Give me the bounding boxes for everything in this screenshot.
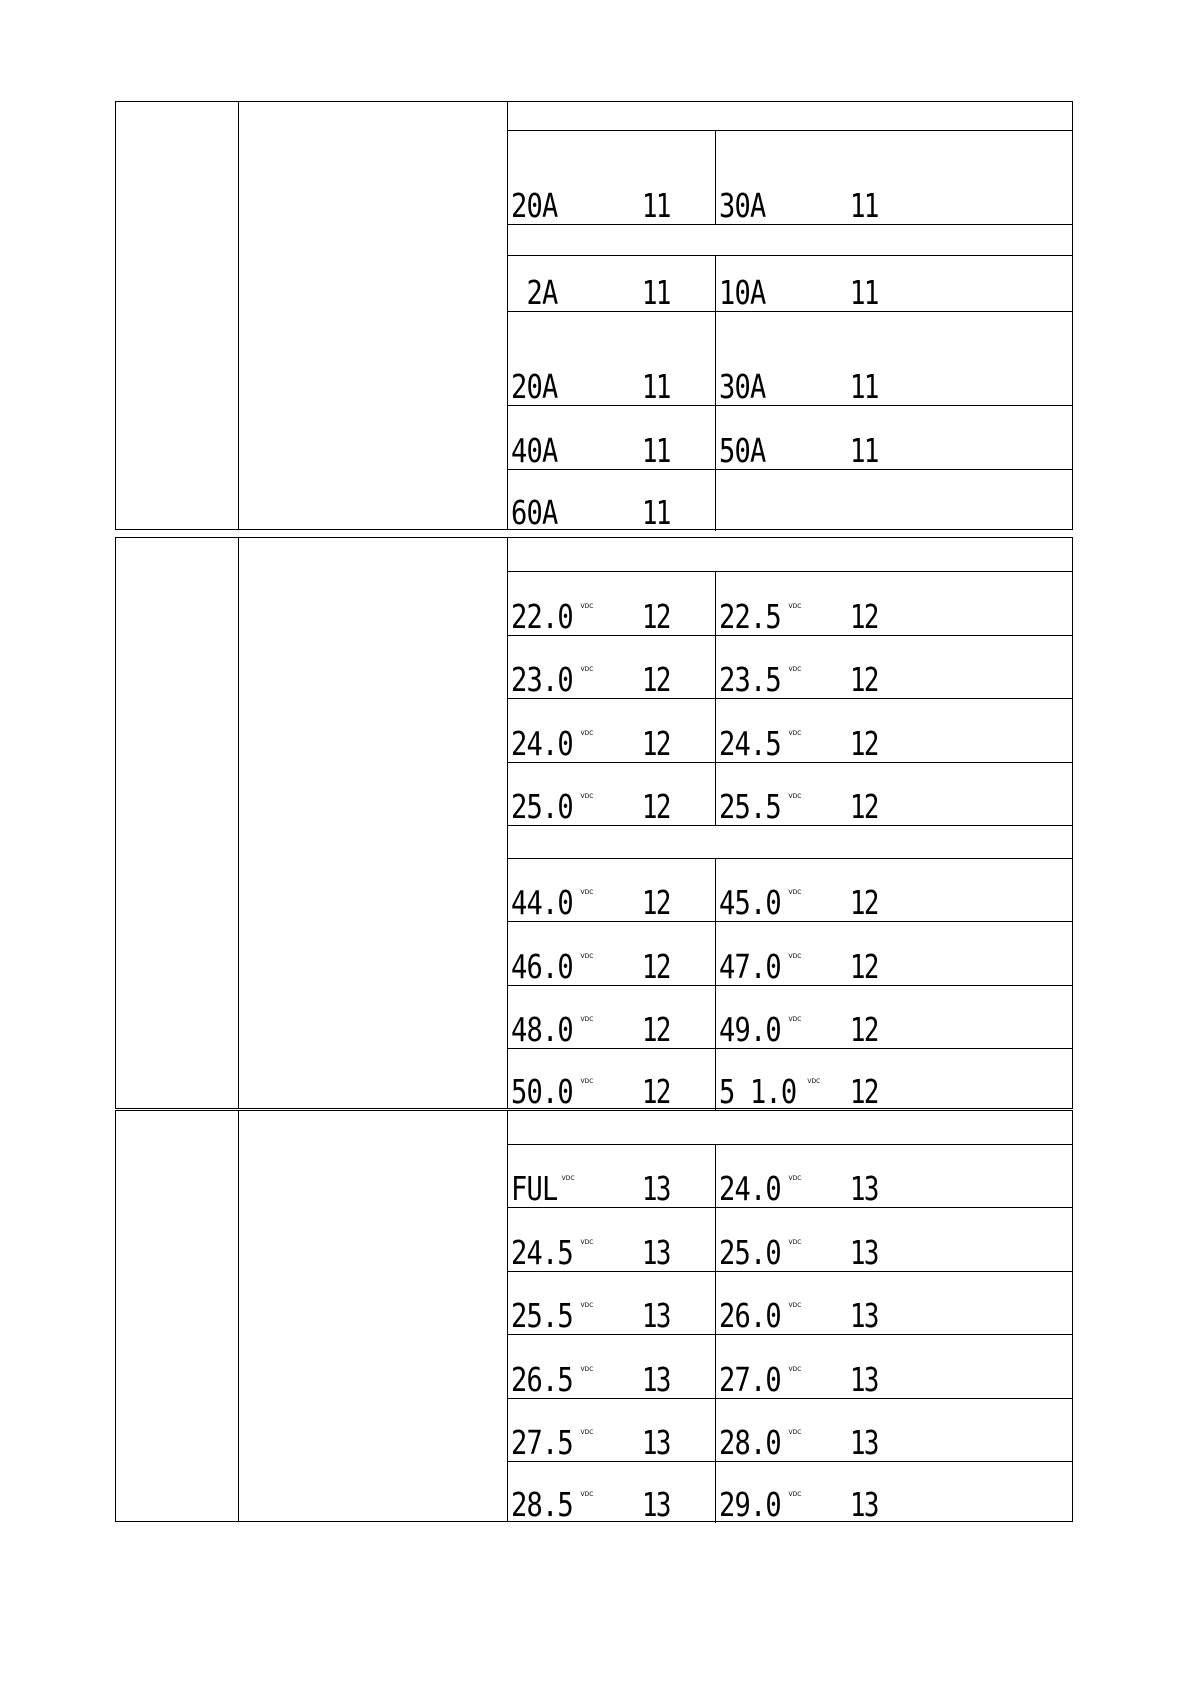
option-row xyxy=(507,469,1072,531)
lcd-program-number: 12 xyxy=(850,787,878,826)
setting-description-cell xyxy=(238,102,508,529)
lcd-option[interactable] xyxy=(715,1462,1072,1523)
lcd-program-number: 12 xyxy=(642,597,670,636)
lcd-value-display xyxy=(511,431,568,470)
lcd-program-number: 11 xyxy=(642,186,670,225)
lcd-option[interactable] xyxy=(715,636,1072,698)
lcd-unit: VDC xyxy=(788,1366,802,1373)
lcd-program-number: 12 xyxy=(850,1010,878,1049)
lcd-option[interactable] xyxy=(507,636,716,698)
lcd-option[interactable] xyxy=(507,406,716,469)
lcd-unit: VDC xyxy=(788,1016,802,1023)
lcd-value: 50A xyxy=(719,431,766,470)
lcd-option[interactable] xyxy=(715,1399,1072,1461)
lcd-option[interactable] xyxy=(715,922,1072,985)
lcd-unit: VDC xyxy=(788,1239,802,1246)
lcd-value-display xyxy=(511,367,568,406)
option-row xyxy=(507,698,1072,762)
lcd-value-display xyxy=(511,660,594,699)
lcd-value: 45.0 xyxy=(719,883,781,922)
lcd-option[interactable] xyxy=(507,312,716,405)
option-row xyxy=(507,1334,1072,1398)
lcd-option[interactable] xyxy=(507,859,716,921)
lcd-option[interactable] xyxy=(507,1049,716,1110)
option-row xyxy=(507,858,1072,921)
lcd-option[interactable] xyxy=(715,572,1072,635)
lcd-value: 26.5 xyxy=(511,1360,573,1399)
lcd-program-number: 12 xyxy=(850,947,878,986)
lcd-program-number: 11 xyxy=(850,186,878,225)
lcd-value-display xyxy=(511,186,568,225)
lcd-value: FUL xyxy=(511,1169,558,1208)
lcd-value-display xyxy=(719,1360,802,1399)
lcd-program-number: 11 xyxy=(642,493,670,532)
lcd-value: 49.0 xyxy=(719,1010,781,1049)
lcd-value-display xyxy=(719,1423,802,1462)
lcd-value-display xyxy=(719,883,802,922)
lcd-unit: VDC xyxy=(580,666,594,673)
lcd-value: 23.0 xyxy=(511,660,573,699)
option-row xyxy=(507,1271,1072,1334)
lcd-program-number: 13 xyxy=(642,1360,670,1399)
program-13-section xyxy=(115,1110,1073,1522)
lcd-program-number: 11 xyxy=(642,273,670,312)
lcd-value-display xyxy=(719,1485,802,1524)
lcd-value: 25.0 xyxy=(719,1233,781,1272)
lcd-value: 24.5 xyxy=(511,1233,573,1272)
lcd-unit: VDC xyxy=(788,793,802,800)
lcd-program-number: 11 xyxy=(642,367,670,406)
lcd-program-number: 13 xyxy=(850,1423,878,1462)
lcd-unit: VDC xyxy=(788,1429,802,1436)
lcd-program-number: 13 xyxy=(850,1233,878,1272)
lcd-program-number: 13 xyxy=(850,1360,878,1399)
lcd-option[interactable] xyxy=(715,1335,1072,1398)
lcd-value: 46.0 xyxy=(511,947,573,986)
lcd-unit: VDC xyxy=(580,1429,594,1436)
lcd-value: 24.5 xyxy=(719,724,781,763)
lcd-value-display xyxy=(719,724,802,763)
lcd-value-display xyxy=(511,1010,594,1049)
lcd-unit: VDC xyxy=(788,603,802,610)
lcd-option[interactable] xyxy=(715,859,1072,921)
lcd-value-display xyxy=(511,1169,575,1208)
lcd-program-number: 11 xyxy=(850,273,878,312)
lcd-program-number: 11 xyxy=(642,431,670,470)
lcd-option[interactable] xyxy=(507,922,716,985)
option-row xyxy=(507,1048,1072,1110)
lcd-program-number: 12 xyxy=(642,660,670,699)
lcd-value: 28.5 xyxy=(511,1485,573,1524)
lcd-program-number: 13 xyxy=(642,1233,670,1272)
lcd-value-display xyxy=(719,1296,802,1335)
option-row xyxy=(507,311,1072,405)
lcd-value-display xyxy=(511,273,568,312)
option-row xyxy=(507,1207,1072,1271)
lcd-options-column xyxy=(507,1111,1072,1524)
lcd-program-number: 12 xyxy=(642,1072,670,1111)
option-row xyxy=(507,255,1072,311)
lcd-option[interactable] xyxy=(507,1462,716,1523)
lcd-option[interactable] xyxy=(507,572,716,635)
lcd-value: 44.0 xyxy=(511,883,573,922)
option-group-header xyxy=(507,825,1072,858)
lcd-program-number: 13 xyxy=(642,1423,670,1462)
lcd-value-display xyxy=(719,431,776,470)
lcd-value: 23.5 xyxy=(719,660,781,699)
lcd-option[interactable] xyxy=(715,1145,1072,1207)
option-row xyxy=(507,635,1072,698)
lcd-value: 2A xyxy=(511,273,558,312)
lcd-value-display xyxy=(719,1169,802,1208)
lcd-option[interactable] xyxy=(507,699,716,762)
empty-cell xyxy=(715,470,1072,531)
lcd-unit: VDC xyxy=(580,1239,594,1246)
lcd-unit: VDC xyxy=(580,603,594,610)
lcd-unit: VDC xyxy=(788,1175,802,1182)
lcd-unit: VDC xyxy=(788,666,802,673)
lcd-value: 20A xyxy=(511,186,558,225)
lcd-unit: VDC xyxy=(788,889,802,896)
lcd-program-number: 12 xyxy=(642,724,670,763)
lcd-value-display xyxy=(511,493,568,532)
lcd-value: 47.0 xyxy=(719,947,781,986)
lcd-value-display xyxy=(511,787,594,826)
lcd-value-display xyxy=(719,367,776,406)
lcd-value: 24.0 xyxy=(719,1169,781,1208)
option-group-header xyxy=(507,102,1072,130)
lcd-unit: VDC xyxy=(580,889,594,896)
lcd-value-display xyxy=(719,660,802,699)
lcd-value: 40A xyxy=(511,431,558,470)
lcd-program-number: 12 xyxy=(850,724,878,763)
lcd-option[interactable] xyxy=(715,699,1072,762)
lcd-option[interactable] xyxy=(715,406,1072,469)
lcd-option[interactable] xyxy=(715,1049,1072,1110)
option-row xyxy=(507,1398,1072,1461)
lcd-option[interactable] xyxy=(507,1272,716,1334)
setting-number-cell xyxy=(116,1111,239,1521)
program-12-section xyxy=(115,537,1073,1109)
setting-description-cell xyxy=(238,1111,508,1521)
lcd-option[interactable] xyxy=(507,1145,716,1207)
lcd-program-number: 13 xyxy=(850,1296,878,1335)
lcd-option[interactable] xyxy=(715,131,1072,224)
option-row xyxy=(507,762,1072,825)
lcd-value-display xyxy=(511,1485,594,1524)
lcd-value-display xyxy=(719,186,776,225)
lcd-value-display xyxy=(511,1072,594,1111)
lcd-program-number: 11 xyxy=(850,431,878,470)
lcd-program-number: 13 xyxy=(850,1169,878,1208)
lcd-value-display xyxy=(719,1010,802,1049)
lcd-program-number: 12 xyxy=(850,883,878,922)
lcd-value: 30A xyxy=(719,367,766,406)
lcd-unit: VDC xyxy=(788,1491,802,1498)
option-row xyxy=(507,921,1072,985)
lcd-unit: VDC xyxy=(580,1491,594,1498)
lcd-option[interactable] xyxy=(507,763,716,825)
lcd-value-display xyxy=(719,1072,821,1111)
lcd-unit: VDC xyxy=(580,730,594,737)
lcd-option[interactable] xyxy=(507,1208,716,1271)
option-row xyxy=(507,985,1072,1048)
option-group-header xyxy=(507,1111,1072,1144)
lcd-option[interactable] xyxy=(715,256,1072,311)
lcd-option[interactable] xyxy=(507,256,716,311)
lcd-value-display xyxy=(719,1233,802,1272)
lcd-option[interactable] xyxy=(715,986,1072,1048)
lcd-value: 30A xyxy=(719,186,766,225)
lcd-value-display xyxy=(719,947,802,986)
lcd-program-number: 12 xyxy=(642,1010,670,1049)
option-row xyxy=(507,1461,1072,1523)
lcd-value: 26.0 xyxy=(719,1296,781,1335)
lcd-program-number: 12 xyxy=(850,597,878,636)
option-row xyxy=(507,130,1072,224)
lcd-option[interactable] xyxy=(507,1335,716,1398)
option-row xyxy=(507,405,1072,469)
lcd-value: 25.5 xyxy=(719,787,781,826)
lcd-value: 20A xyxy=(511,367,558,406)
lcd-value: 25.0 xyxy=(511,787,573,826)
option-row xyxy=(507,571,1072,635)
lcd-value: 27.5 xyxy=(511,1423,573,1462)
lcd-unit: VDC xyxy=(580,1366,594,1373)
lcd-value-display xyxy=(511,1423,594,1462)
lcd-program-number: 12 xyxy=(850,1072,878,1111)
lcd-program-number: 12 xyxy=(642,883,670,922)
lcd-value: 5 1.0 xyxy=(719,1072,797,1111)
lcd-value-display xyxy=(719,273,776,312)
lcd-option[interactable] xyxy=(715,312,1072,405)
lcd-option[interactable] xyxy=(715,763,1072,825)
lcd-option[interactable] xyxy=(507,1399,716,1461)
lcd-value: 48.0 xyxy=(511,1010,573,1049)
lcd-option[interactable] xyxy=(715,1208,1072,1271)
lcd-program-number: 11 xyxy=(850,367,878,406)
lcd-unit: VDC xyxy=(788,730,802,737)
setting-number-cell xyxy=(116,538,239,1108)
lcd-unit: VDC xyxy=(788,953,802,960)
lcd-value: 60A xyxy=(511,493,558,532)
lcd-program-number: 13 xyxy=(642,1485,670,1524)
lcd-unit: VDC xyxy=(807,1078,821,1085)
lcd-value: 24.0 xyxy=(511,724,573,763)
lcd-value: 50.0 xyxy=(511,1072,573,1111)
program-11-section xyxy=(115,101,1073,530)
lcd-program-number: 13 xyxy=(850,1485,878,1524)
lcd-unit: VDC xyxy=(580,1302,594,1309)
lcd-value: 22.0 xyxy=(511,597,573,636)
option-row xyxy=(507,1144,1072,1207)
lcd-program-number: 12 xyxy=(642,787,670,826)
lcd-program-number: 12 xyxy=(850,660,878,699)
lcd-unit: VDC xyxy=(580,793,594,800)
option-group-header xyxy=(507,224,1072,255)
lcd-value-display xyxy=(511,1360,594,1399)
lcd-value-display xyxy=(511,1233,594,1272)
lcd-value-display xyxy=(511,883,594,922)
lcd-value-display xyxy=(511,724,594,763)
setting-number-cell xyxy=(116,102,239,529)
lcd-unit: VDC xyxy=(580,1016,594,1023)
lcd-program-number: 12 xyxy=(642,947,670,986)
lcd-option[interactable] xyxy=(507,470,716,531)
option-group-header xyxy=(507,538,1072,571)
lcd-value: 27.0 xyxy=(719,1360,781,1399)
lcd-unit: VDC xyxy=(580,1078,594,1085)
lcd-unit: VDC xyxy=(580,953,594,960)
lcd-unit: VDC xyxy=(788,1302,802,1309)
lcd-value-display xyxy=(511,1296,594,1335)
lcd-value: 25.5 xyxy=(511,1296,573,1335)
lcd-option[interactable] xyxy=(507,986,716,1048)
lcd-value-display xyxy=(719,597,802,636)
lcd-program-number: 13 xyxy=(642,1296,670,1335)
lcd-option[interactable] xyxy=(507,131,716,224)
lcd-program-number: 13 xyxy=(642,1169,670,1208)
lcd-value-display xyxy=(719,787,802,826)
lcd-value-display xyxy=(511,597,594,636)
lcd-options-column xyxy=(507,102,1072,532)
lcd-unit: VDC xyxy=(561,1175,575,1182)
setting-description-cell xyxy=(238,538,508,1108)
lcd-value: 22.5 xyxy=(719,597,781,636)
lcd-value: 29.0 xyxy=(719,1485,781,1524)
lcd-options-column xyxy=(507,538,1072,1111)
lcd-value: 10A xyxy=(719,273,766,312)
lcd-option[interactable] xyxy=(715,1272,1072,1334)
lcd-value-display xyxy=(511,947,594,986)
lcd-value: 28.0 xyxy=(719,1423,781,1462)
